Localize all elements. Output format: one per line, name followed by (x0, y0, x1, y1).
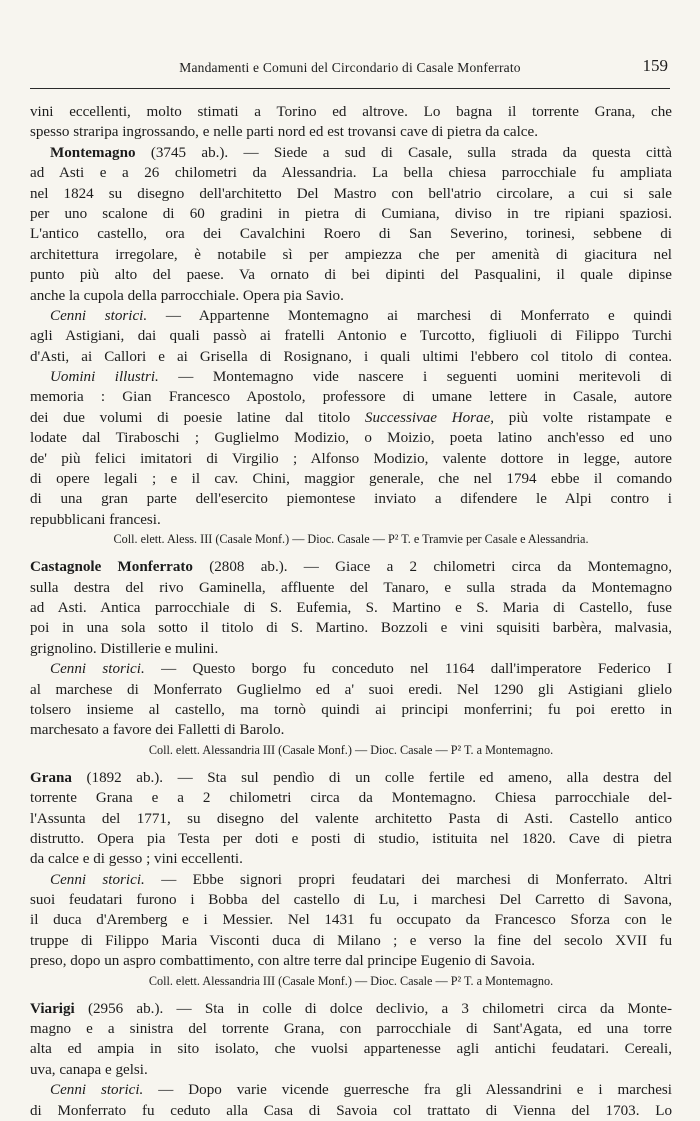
section-label: Cenni storici. (50, 871, 145, 888)
text-line: spesso straripa ingrossando, e nelle parti nord ed est trovansi cave di pietra da calce. (30, 124, 538, 141)
entry-viarigi: Viarigi (2956 ab.). — Sta in colle di dolce declivio, a 3 chilometri circa da Monte- (30, 1000, 672, 1017)
text-line: per uno scalone di 60 gradini in pietra di Cumiana, diviso in tre ripiani spaziosi. (30, 205, 672, 222)
entry-name: Castagnole Monferrato (30, 559, 193, 576)
header-title: Mandamenti e Comuni del Circondario di Casale Monferrato (179, 60, 521, 75)
text-line: il duca d'Aremberg e i Messier. Nel 1431 fu occupato da Francesco Sforza con le (30, 912, 672, 929)
text-line: truppe di Filippo Maria Visconti duca di Milano ; e verso la fine del secolo XVII fu (30, 932, 672, 949)
electoral-note: Coll. elett. Alessandria III (Casale Monf.) — Dioc. Casale — P² T. a Montemagno. (148, 742, 554, 757)
electoral-note: Coll. elett. Aless. III (Casale Monf.) — Dioc. Casale — P² T. e Tramvie per Casale e Alessandria. (113, 532, 589, 547)
text-line: alta ed ampia in sito isolato, che vuolsi appartenesse agli antichi feudatari. Cereali, (30, 1041, 672, 1058)
text-line: suoi feudatari furono i Bobba del castello di Lu, i marchesi Del Carretto di Savona, (30, 892, 672, 909)
text-line: di opere legali ; e il cav. Chini, maggior generale, che nel 1794 ebbe il comando (30, 471, 672, 488)
text-line: punto più alto del paese. Va ornato di bei dipinti del Pasqualini, il quale dipinse (30, 267, 672, 284)
text-line: vini eccellenti, molto stimati a Torino ed altrove. Lo bagna il torrente Grana, che (30, 104, 672, 120)
page-body (30, 102, 672, 1121)
text-line: de' più felici imitatori di Virgilio ; Alfonso Modizio, valente dottore in legge, autore (30, 450, 672, 467)
uomini-illustri-montemagno: Uomini illustri. — Montemagno vide nascere i seguenti uomini meritevoli di (50, 369, 672, 386)
text-line: dei due volumi di poesie latine dal titolo Successivae Horae, più volte ristampate e (30, 409, 672, 426)
text-line: ad Asti. Antica parrocchiale di S. Eufemia, S. Martino e S. Maria di Castello, fuse (30, 599, 672, 616)
section-label: Cenni storici. (50, 1082, 144, 1099)
header-rule (30, 88, 670, 89)
text-line: di una gran parte dell'esercito piemontese inviato a difendere le Alpi contro i (30, 491, 672, 508)
text-line: da calce e di gesso ; vini eccellenti. (30, 851, 243, 868)
text-line: marchesato a favore dei Falletti di Barolo. (30, 722, 285, 739)
text-line: di Monferrato fu ceduto alla Casa di Savoia col trattato di Vienna del 1703. Lo (30, 1102, 672, 1119)
cenni-storici-grana: Cenni storici. — Ebbe signori propri feudatari dei marchesi di Monferrato. Altri (50, 871, 672, 888)
section-label: Cenni storici. (50, 307, 148, 324)
text-line: ad Asti e a 26 chilometri da Alessandria. La bella chiesa parrocchiale fu ampliata (30, 165, 672, 182)
text-line: anche la cupola della parrocchiale. Opera pia Savio. (30, 287, 344, 304)
text-line: nel 1824 su disegno dell'architetto Del Mastro con bell'atrio circolare, a cui si sale (30, 185, 672, 202)
text-line: uva, canapa e gelsi. (30, 1061, 148, 1078)
text-line: repubblicani francesi. (30, 511, 161, 528)
text-line: lodate dal Tiraboschi ; Guglielmo Modizio, o Moizio, poeta latino anch'esso ed uno (30, 430, 672, 447)
entry-grana: Grana (1892 ab.). — Sta sul pendìo di un colle fertile ed ameno, alla destra del (30, 769, 673, 786)
running-header (30, 56, 670, 82)
entry-name: Grana (30, 769, 72, 786)
text-line: agli Astigiani, dai quali passò ai fratelli Antonio e Turcotto, figliuoli di Filippo Turchi (30, 328, 672, 345)
text-line: sulla destra del rivo Gaminella, affluente del Tanaro, e sulla strada da Montemagno (30, 579, 672, 596)
text-line: memoria : Gian Francesco Apostolo, professore di umane lettere in Casale, autore (30, 389, 672, 406)
cenni-storici-castagnole: Cenni storici. — Questo borgo fu conceduto nel 1164 dall'imperatore Federico I (50, 661, 672, 678)
electoral-note: Coll. elett. Alessandria III (Casale Monf.) — Dioc. Casale — P² T. a Montemagno. (148, 973, 554, 988)
text-line: L'antico castello, ora dei Cavalchini Roero di San Severino, torinesi, sebbene di (30, 226, 672, 243)
entry-name: Montemagno (50, 144, 136, 161)
section-label: Cenni storici. (50, 661, 145, 678)
text-line: l'Assunta del 1771, su disegno del valente architetto Pasta di Asti. Castello antico (30, 810, 672, 827)
text-line: torrente Grana e a 2 chilometri circa da Montemagno. Chiesa parrocchiale del- (30, 790, 672, 807)
text-line: preso, dopo un aspro combattimento, con altre terre dal principe Eugenio di Savoia. (30, 953, 536, 970)
text-line: grignolino. Distillerie e mulini. (30, 640, 219, 657)
section-label: Uomini illustri. (50, 369, 159, 386)
entry-name: Viarigi (30, 1000, 75, 1017)
page-number: 159 (642, 56, 668, 75)
text-line: distrutto. Opera pia Testa per doti e posti di studio, istituita nel 1820. Cave di pietra (30, 830, 672, 847)
cenni-storici-montemagno: Cenni storici. — Appartenne Montemagno ai marchesi di Monferrato e quindi (50, 307, 672, 324)
text-line: tolsero insieme al castello, ma tornò quindi ai principi monferrini; fu poi eretto in (30, 701, 672, 718)
text-line: al marchese di Monferrato Guglielmo ed a' suoi eredi. Nel 1290 gli Astigiani glielo (30, 681, 672, 698)
text-line: d'Asti, ai Callori e ai Grisella di Rosignano, i quali ultimi l'ebbero col titolo di contea. (30, 348, 672, 365)
entry-castagnole: Castagnole Monferrato (2808 ab.). — Giace a 2 chilometri circa da Montemagno, (30, 559, 672, 576)
text-line: poi in una sola sotto il titolo di S. Martino. Bozzoli e vini squisiti barbèra, malvasia, (30, 620, 672, 637)
cenni-storici-viarigi: Cenni storici. — Dopo varie vicende guerresche fra gli Alessandrini e i marchesi (50, 1082, 672, 1099)
work-title: Successivae Horae, (364, 409, 495, 426)
entry-montemagno: Montemagno (3745 ab.). — Siede a sud di Casale, sulla strada da questa città (50, 144, 672, 161)
text-line: magno e a sinistra del torrente Grana, con parrocchiale di Sant'Agata, ed una torre (30, 1021, 672, 1038)
text-line: architettura irregolare, è notabile sì per ampiezza che per amenità di giacitura nel (30, 246, 672, 263)
